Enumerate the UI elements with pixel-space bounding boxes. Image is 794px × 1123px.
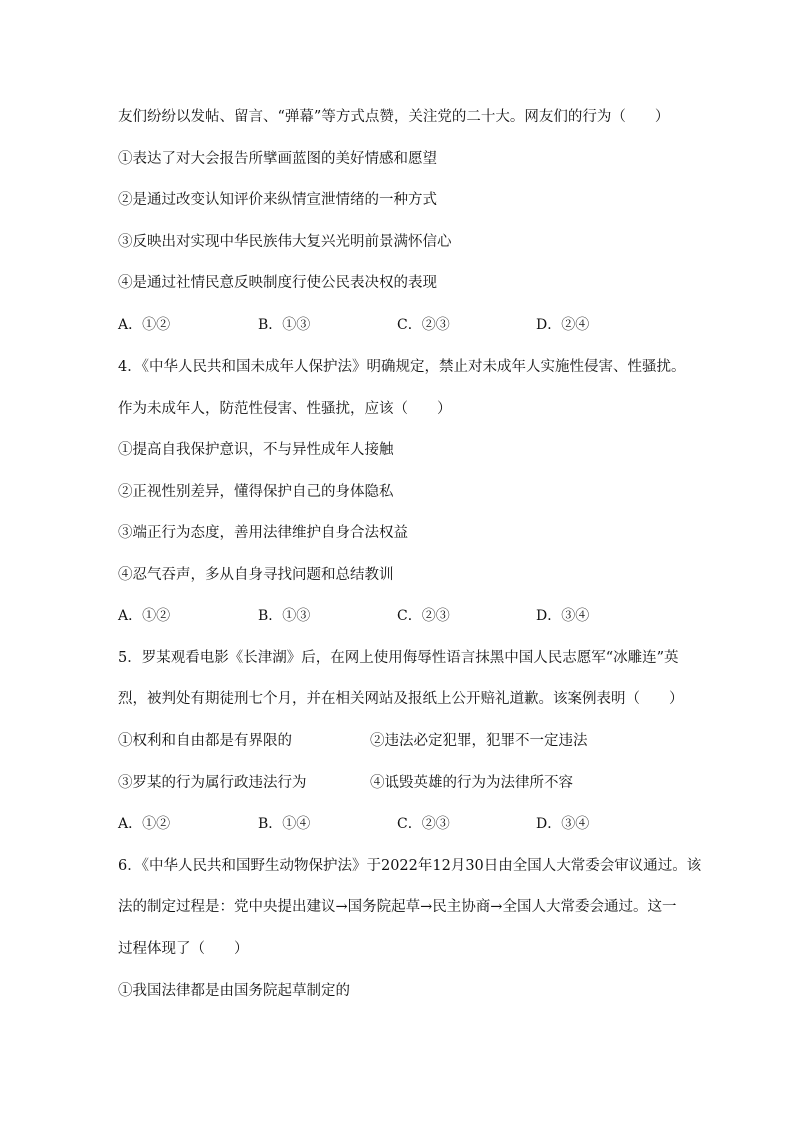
q4-item-1: ①提高自我保护意识，不与异性成年人接触 [118, 442, 394, 458]
q4-option-a: A．①② [118, 608, 171, 624]
q4-option-b: B．①③ [258, 608, 311, 624]
q5-item-4: ④诋毁英雄的行为为法律所不容 [370, 775, 573, 791]
q6-stem-line-1: 6．《中华人民共和国野生动物保护法》于2022年12月30日由全国人大常委会审议通过。该 [118, 858, 702, 874]
q4-option-c: C．②③ [397, 608, 450, 624]
q4-item-2: ②正视性别差异，懂得保护自己的身体隐私 [118, 484, 394, 500]
q4-option-d: D．③④ [536, 608, 590, 624]
q5-option-c: C．②③ [397, 816, 450, 832]
q3-item-4: ④是通过社情民意反映制度行使公民表决权的表现 [118, 275, 437, 291]
q5-item-1: ①权利和自由都是有界限的 [118, 733, 292, 749]
q5-option-d: D．③④ [536, 816, 590, 832]
q3-option-c: C．②③ [397, 317, 450, 333]
q5-stem-line-1: 5．罗某观看电影《长津湖》后，在网上使用侮辱性语言抹黑中国人民志愿军“冰雕连”英 [118, 650, 679, 666]
q3-item-3: ③反映出对实现中华民族伟大复兴光明前景满怀信心 [118, 234, 452, 250]
q6-stem-line-2: 法的制定过程是：党中央提出建议→国务院起草→民主协商→全国人大常委会通过。这一 [118, 899, 677, 915]
q5-option-a: A．①② [118, 816, 171, 832]
q6-item-1: ①我国法律都是由国务院起草制定的 [118, 983, 350, 999]
q3-option-a: A．①② [118, 317, 171, 333]
q3-item-2: ②是通过改变认知评价来纵情宣泄情绪的一种方式 [118, 192, 437, 208]
q4-stem-line-2: 作为未成年人，防范性侵害、性骚扰，应该（ ） [118, 401, 452, 417]
q4-item-3: ③端正行为态度，善用法律维护自身合法权益 [118, 525, 408, 541]
q4-stem-line-1: 4．《中华人民共和国未成年人保护法》明确规定，禁止对未成年人实施性侵害、性骚扰。 [118, 359, 686, 375]
q3-stem-continuation: 友们纷纷以发帖、留言、“弹幕”等方式点赞，关注党的二十大。网友们的行为（ ） [118, 109, 670, 125]
q6-stem-line-3: 过程体现了（ ） [118, 941, 249, 957]
q5-item-2: ②违法必定犯罪，犯罪不一定违法 [370, 733, 588, 749]
q3-item-1: ①表达了对大会报告所擘画蓝图的美好情感和愿望 [118, 151, 437, 167]
q5-stem-line-2: 烈，被判处有期徒刑七个月，并在相关网站及报纸上公开赔礼道歉。该案例表明（ ） [118, 691, 684, 707]
q3-option-d: D．②④ [536, 317, 590, 333]
q5-option-b: B．①④ [258, 816, 311, 832]
q5-item-3: ③罗某的行为属行政违法行为 [118, 775, 307, 791]
q4-item-4: ④忍气吞声，多从自身寻找问题和总结教训 [118, 567, 394, 583]
q3-option-b: B．①③ [258, 317, 311, 333]
